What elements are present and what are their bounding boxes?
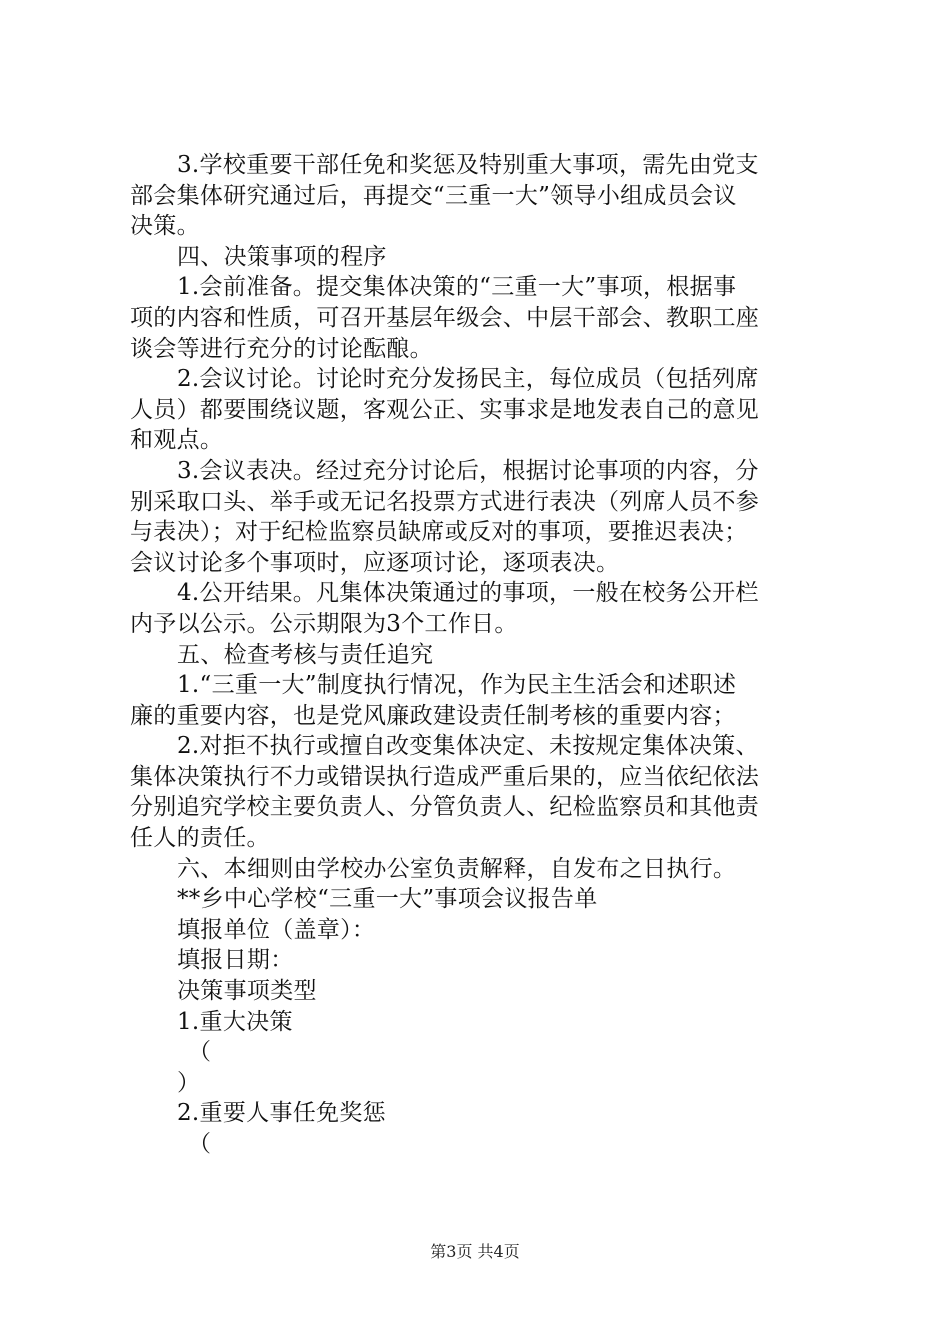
- paragraph-line: 分别追究学校主要负责人、分管负责人、纪检监察员和其他责: [130, 794, 760, 821]
- form-field-date: 填报日期：: [177, 947, 294, 974]
- form-field-type: 决策事项类型: [177, 978, 317, 1005]
- section-heading: 四、决策事项的程序: [177, 243, 387, 270]
- paragraph-line: 与表决）；对于纪检监察员缺席或反对的事项，要推迟表决；: [130, 519, 748, 546]
- paragraph-line: 4.公开结果。凡集体决策通过的事项，一般在校务公开栏: [177, 580, 759, 607]
- paragraph-line: 项的内容和性质，可召开基层年级会、中层干部会、教职工座: [130, 304, 760, 331]
- form-title: **乡中心学校“三重一大”事项会议报告单: [177, 886, 598, 913]
- paragraph-line: 3.学校重要干部任免和奖惩及特别重大事项，需先由党支: [177, 152, 759, 178]
- paragraph-line: 2.会议讨论。讨论时充分发扬民主，每位成员（包括列席: [177, 366, 759, 393]
- paragraph-line: 别采取口头、举手或无记名投票方式进行表决（列席人员不参: [130, 488, 760, 515]
- paragraph-line: 谈会等进行充分的讨论酝酿。: [130, 335, 433, 362]
- section-heading: 六、本细则由学校办公室负责解释，自发布之日执行。: [177, 855, 737, 882]
- paragraph-line: 集体决策执行不力或错误执行造成严重后果的，应当依纪依法: [130, 763, 760, 790]
- paragraph-line: 任人的责任。: [130, 825, 270, 852]
- form-option-major-decision: 1.重大决策: [177, 1008, 293, 1035]
- paragraph-line: 1.会前准备。提交集体决策的“三重一大”事项，根据事: [177, 274, 737, 301]
- form-bracket-open: （: [188, 1039, 212, 1066]
- form-bracket-open: （: [188, 1131, 212, 1157]
- document-body: [130, 150, 820, 1160]
- form-bracket-close: ）: [177, 1069, 201, 1096]
- page-number-footer: 第3页 共4页: [430, 1242, 520, 1261]
- paragraph-line: 人员）都要围绕议题，客观公正、实事求是地发表自己的意见: [130, 396, 760, 423]
- paragraph-line: 会议讨论多个事项时，应逐项讨论，逐项表决。: [130, 549, 620, 576]
- paragraph-line: 部会集体研究通过后，再提交“三重一大”领导小组成员会议: [130, 182, 737, 209]
- paragraph-line: 决策。: [130, 213, 200, 240]
- paragraph-line: 廉的重要内容，也是党风廉政建设责任制考核的重要内容；: [130, 702, 736, 729]
- paragraph-line: 和观点。: [130, 427, 224, 454]
- form-option-personnel: 2.重要人事任免奖惩: [177, 1100, 386, 1127]
- paragraph-line: 2.对拒不执行或擅自改变集体决定、未按规定集体决策、: [177, 733, 759, 760]
- paragraph-line: 3.会议表决。经过充分讨论后，根据讨论事项的内容，分: [177, 457, 759, 484]
- paragraph-line: 1.“三重一大”制度执行情况，作为民主生活会和述职述: [177, 672, 737, 699]
- paragraph-line: 内予以公示。公示期限为3个工作日。: [130, 610, 518, 637]
- form-field-unit: 填报单位（盖章）：: [177, 916, 376, 943]
- section-heading: 五、检查考核与责任追究: [177, 641, 434, 668]
